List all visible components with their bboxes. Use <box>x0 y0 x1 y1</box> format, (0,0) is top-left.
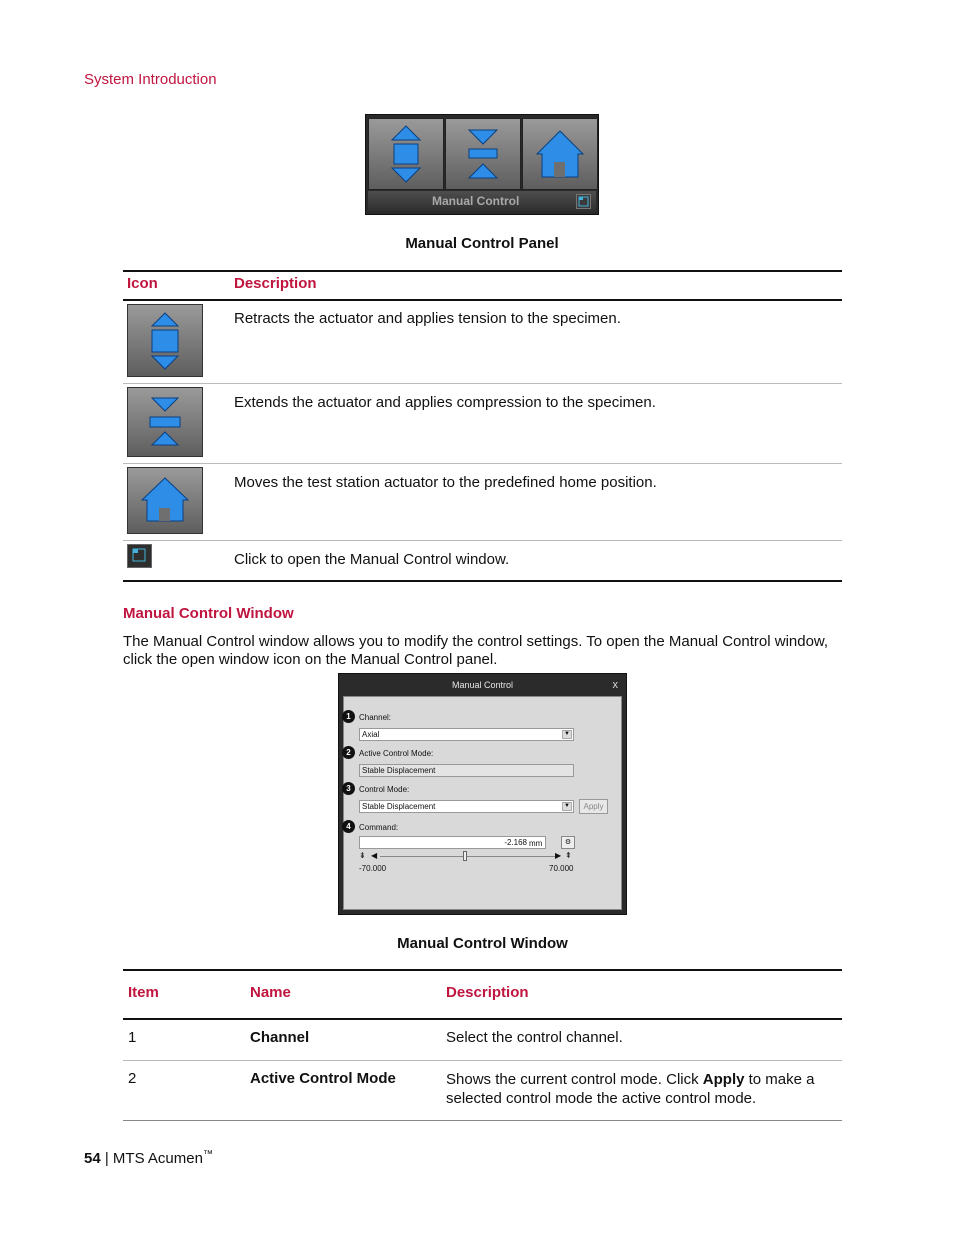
command-input[interactable] <box>359 836 546 849</box>
page-number: 54 <box>84 1150 101 1167</box>
row-divider <box>123 540 842 541</box>
channel-label: Channel: <box>359 713 392 722</box>
channel-value: Axial <box>362 730 380 739</box>
chevron-down-icon[interactable]: ▼ <box>562 730 572 739</box>
command-value: -2.168 <box>504 838 527 847</box>
command-unit: mm <box>529 839 543 848</box>
table-cell <box>446 1070 815 1108</box>
row-divider <box>123 1060 842 1061</box>
table-rule-header <box>123 299 842 301</box>
home-icon <box>127 467 203 534</box>
table-cell: Active Control Mode <box>250 1070 396 1087</box>
chevron-down-icon[interactable]: ▼ <box>562 802 572 811</box>
callout-badge: 4 <box>342 820 355 833</box>
item-column-header: Item <box>128 984 159 1001</box>
table-rule-top <box>123 270 842 272</box>
name-column-header: Name <box>250 984 291 1001</box>
subsection-heading: Manual Control Window <box>123 605 294 622</box>
command-slider-track[interactable] <box>380 856 556 857</box>
table-cell: 1 <box>128 1029 137 1046</box>
description-column-header: Description <box>446 984 529 1001</box>
compression-icon <box>127 387 203 457</box>
panel-footer <box>368 191 596 212</box>
compression-icon[interactable] <box>445 118 521 190</box>
desc-text: selected control mode the active control mode. <box>446 1090 757 1107</box>
row-divider <box>123 383 842 384</box>
active-mode-label: Active Control Mode: <box>359 749 434 758</box>
step-down-icon[interactable]: ⇟ <box>359 851 366 860</box>
table-rule-bottom <box>123 1120 842 1121</box>
control-mode-label: Control Mode: <box>359 785 410 794</box>
manual-control-panel <box>365 114 599 215</box>
step-up-icon[interactable]: ⇞ <box>565 851 572 860</box>
channel-select[interactable] <box>359 728 574 741</box>
table-cell: 2 <box>128 1070 137 1087</box>
command-slider-thumb[interactable] <box>463 851 467 861</box>
product-name: MTS Acumen <box>112 1150 203 1167</box>
range-max: 70.000 <box>549 864 574 873</box>
table-cell: Select the control channel. <box>446 1029 623 1046</box>
tension-icon <box>127 304 203 377</box>
desc-text: to make a <box>744 1071 815 1088</box>
section-header: System Introduction <box>84 71 217 88</box>
desc-text: Shows the current control mode. Click <box>446 1071 703 1088</box>
callout-badge: 3 <box>342 782 355 795</box>
row-divider <box>123 463 842 464</box>
home-icon[interactable] <box>522 118 598 190</box>
table-rule-top <box>123 969 842 971</box>
page-footer <box>84 1149 213 1167</box>
table-cell: Retracts the actuator and applies tension to the specimen. <box>234 310 621 327</box>
dialog-body <box>343 696 622 910</box>
manual-control-dialog <box>338 673 627 915</box>
panel-caption: Manual Control Panel <box>405 235 559 252</box>
control-mode-value: Stable Displacement <box>362 802 436 811</box>
callout-badge: 2 <box>342 746 355 759</box>
icon-column-header: Icon <box>127 275 158 292</box>
range-min: -70.000 <box>359 864 387 873</box>
active-mode-field: Stable Displacement <box>359 764 574 777</box>
arrow-left-icon[interactable]: ◀ <box>371 851 378 860</box>
table-rule-bottom <box>123 580 842 582</box>
open-window-icon <box>127 544 152 568</box>
tension-icon[interactable] <box>368 118 444 190</box>
arrow-right-icon[interactable]: ▶ <box>555 851 562 860</box>
table-rule-header <box>123 1018 842 1020</box>
control-mode-select[interactable] <box>359 800 574 813</box>
callout-badge: 1 <box>342 710 355 723</box>
table-cell: Click to open the Manual Control window. <box>234 551 510 568</box>
close-icon[interactable]: x <box>612 679 618 691</box>
apply-button[interactable]: Apply <box>579 799 608 814</box>
intro-paragraph: The Manual Control window allows you to modify the control settings. To open the Manual Control window, click the open window icon on the Manual Control panel. <box>123 633 829 668</box>
open-window-icon[interactable] <box>576 194 591 209</box>
panel-label: Manual Control <box>432 194 520 208</box>
trademark: ™ <box>202 1149 213 1160</box>
desc-apply: Apply <box>702 1071 745 1088</box>
table-cell: Channel <box>250 1029 310 1046</box>
table-cell: Moves the test station actuator to the predefined home position. <box>234 474 657 491</box>
description-column-header: Description <box>234 275 317 292</box>
settings-icon[interactable]: ⚙ <box>561 836 575 849</box>
window-caption: Manual Control Window <box>397 935 568 952</box>
footer-sep: | <box>100 1150 113 1167</box>
table-cell: Extends the actuator and applies compression to the specimen. <box>234 394 656 411</box>
command-label: Command: <box>359 823 399 832</box>
dialog-title: Manual Control <box>451 680 514 690</box>
